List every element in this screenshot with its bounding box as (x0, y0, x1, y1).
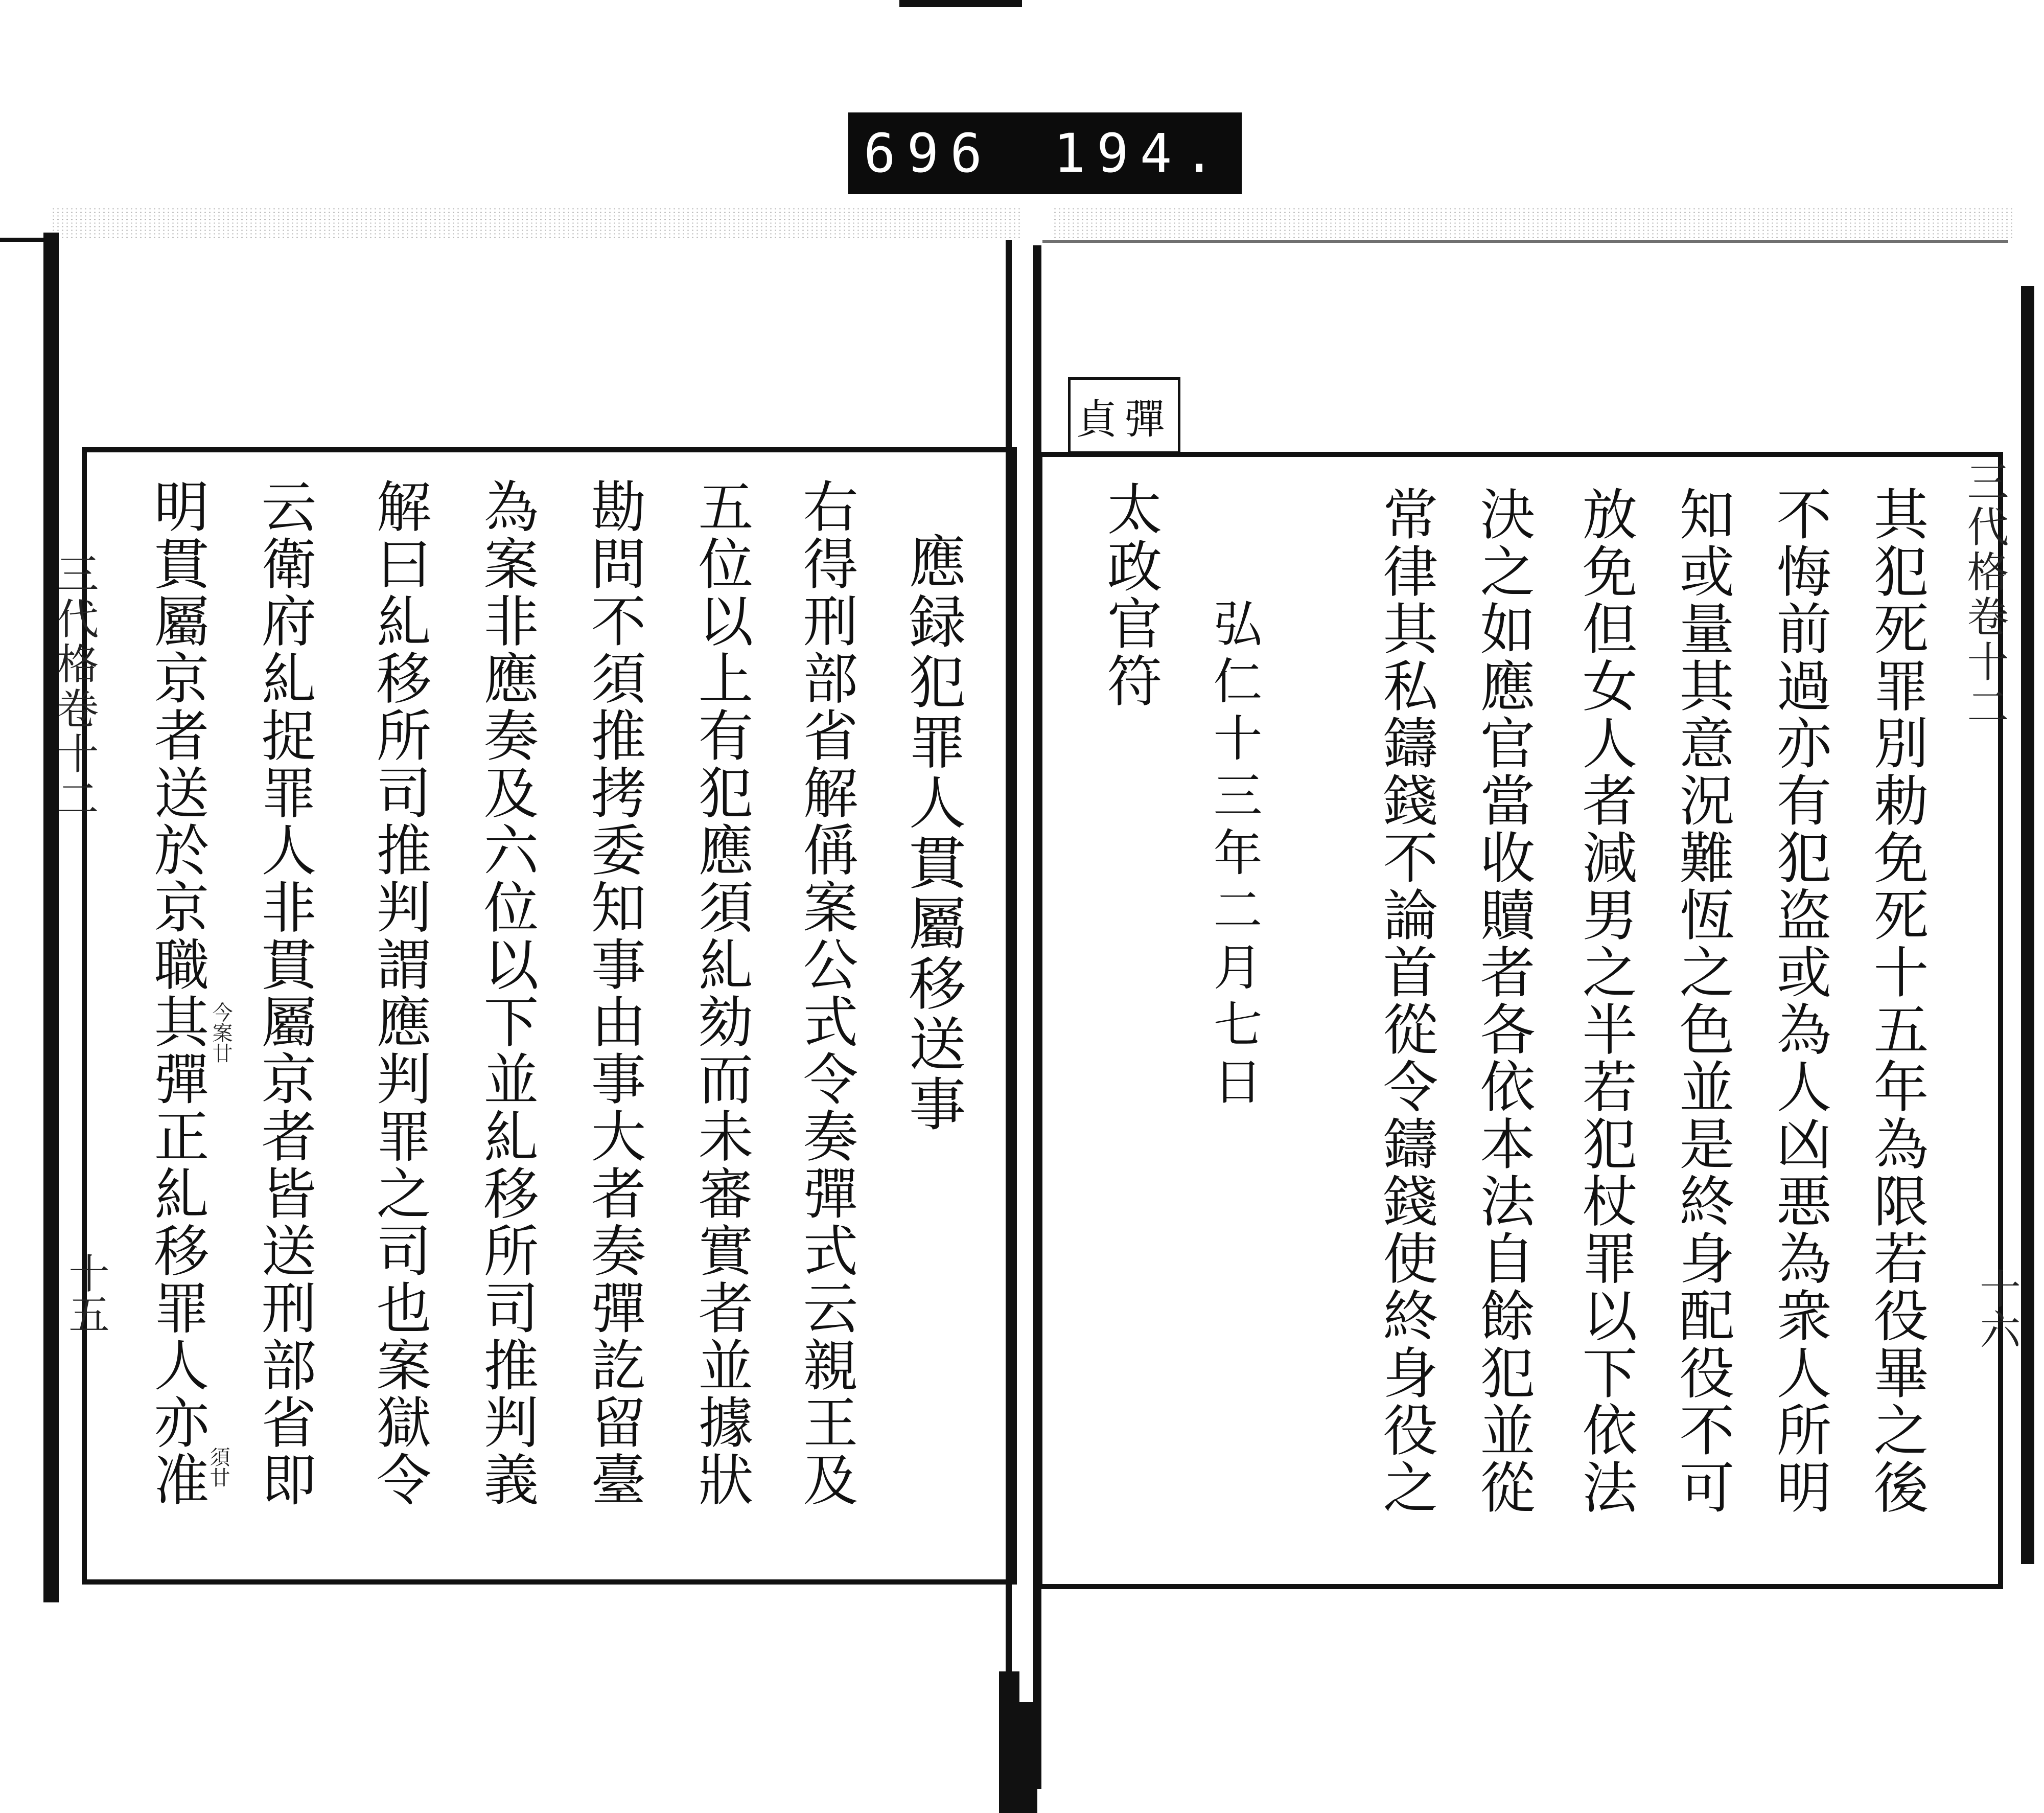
catalog-number-left: 696 (864, 122, 993, 185)
top-scan-mark (899, 0, 1022, 7)
spine-shadow-mark (999, 1671, 1019, 1813)
left-margin-title: 三代格卷十二 (50, 552, 99, 822)
spine-shadow-mark-inner (1019, 1702, 1037, 1813)
page-edge-speckle-right (1053, 207, 2013, 238)
left-marginal-note-1: 今案廿 (209, 1002, 233, 1063)
header-box (1068, 377, 1180, 454)
left-text-column-3: 勘問不須推拷委知事由事大者奏彈訖留臺 (582, 478, 645, 1508)
left-heading: 應録犯罪人貫屬移送事 (899, 532, 966, 1135)
left-page-top-corner (0, 238, 51, 242)
left-text-column-2: 五位以上有犯應須糺劾而未審實者並據狀 (689, 478, 753, 1508)
right-text-column-5: 決之如應官當收贖者各依本法自餘犯並從 (1471, 486, 1535, 1516)
left-text-column-7: 明貫屬京者送於京職其彈正糺移罪人亦准 (145, 478, 208, 1508)
right-text-column-2: 不悔前過亦有犯盗或為人凶悪為衆人所明 (1767, 486, 1831, 1516)
right-date-line: 弘仁十三年二月七日 (1205, 598, 1263, 1113)
left-text-column-1: 右得刑部省解偁案公式令奏彈式云親王及 (794, 478, 857, 1508)
right-text-column-4: 放免但女人者減男之半若犯杖罪以下依法 (1573, 486, 1637, 1516)
left-text-column-4: 為案非應奏及六位以下並糺移所司推判義 (474, 478, 538, 1508)
left-page-outer-edge (43, 233, 59, 1602)
left-text-column-5: 解曰糺移所司推判謂應判罪之司也案獄令 (367, 478, 431, 1508)
right-margin-title: 三代格卷十二 (1960, 460, 2009, 730)
right-signature: 太政官符 (1098, 480, 1162, 709)
header-box-label: 貞彈 (1076, 395, 1172, 443)
page-edge-speckle-left (51, 207, 1022, 238)
catalog-number-right: 194. (1053, 122, 1226, 185)
left-marginal-note-2: 須廿 (206, 1447, 230, 1487)
right-page-top-edge (1042, 240, 2008, 243)
right-text-column-6: 常律其私鑄錢不論首從令鑄錢使終身役之 (1374, 486, 1437, 1516)
left-margin-page-number: 十五 (62, 1252, 109, 1334)
right-text-column-1: 其犯死罪別勅免死十五年為限若役畢之後 (1864, 486, 1928, 1516)
right-margin-page-number: 十六 (1973, 1268, 2020, 1349)
left-text-column-6: 云衛府糺捉罪人非貫屬京者皆送刑部省即 (252, 478, 316, 1508)
right-text-column-3: 知或量其意況難恆之色並是終身配役不可 (1670, 486, 1734, 1516)
right-page-outer-edge (2021, 286, 2034, 1564)
catalog-number-label (848, 112, 1242, 194)
